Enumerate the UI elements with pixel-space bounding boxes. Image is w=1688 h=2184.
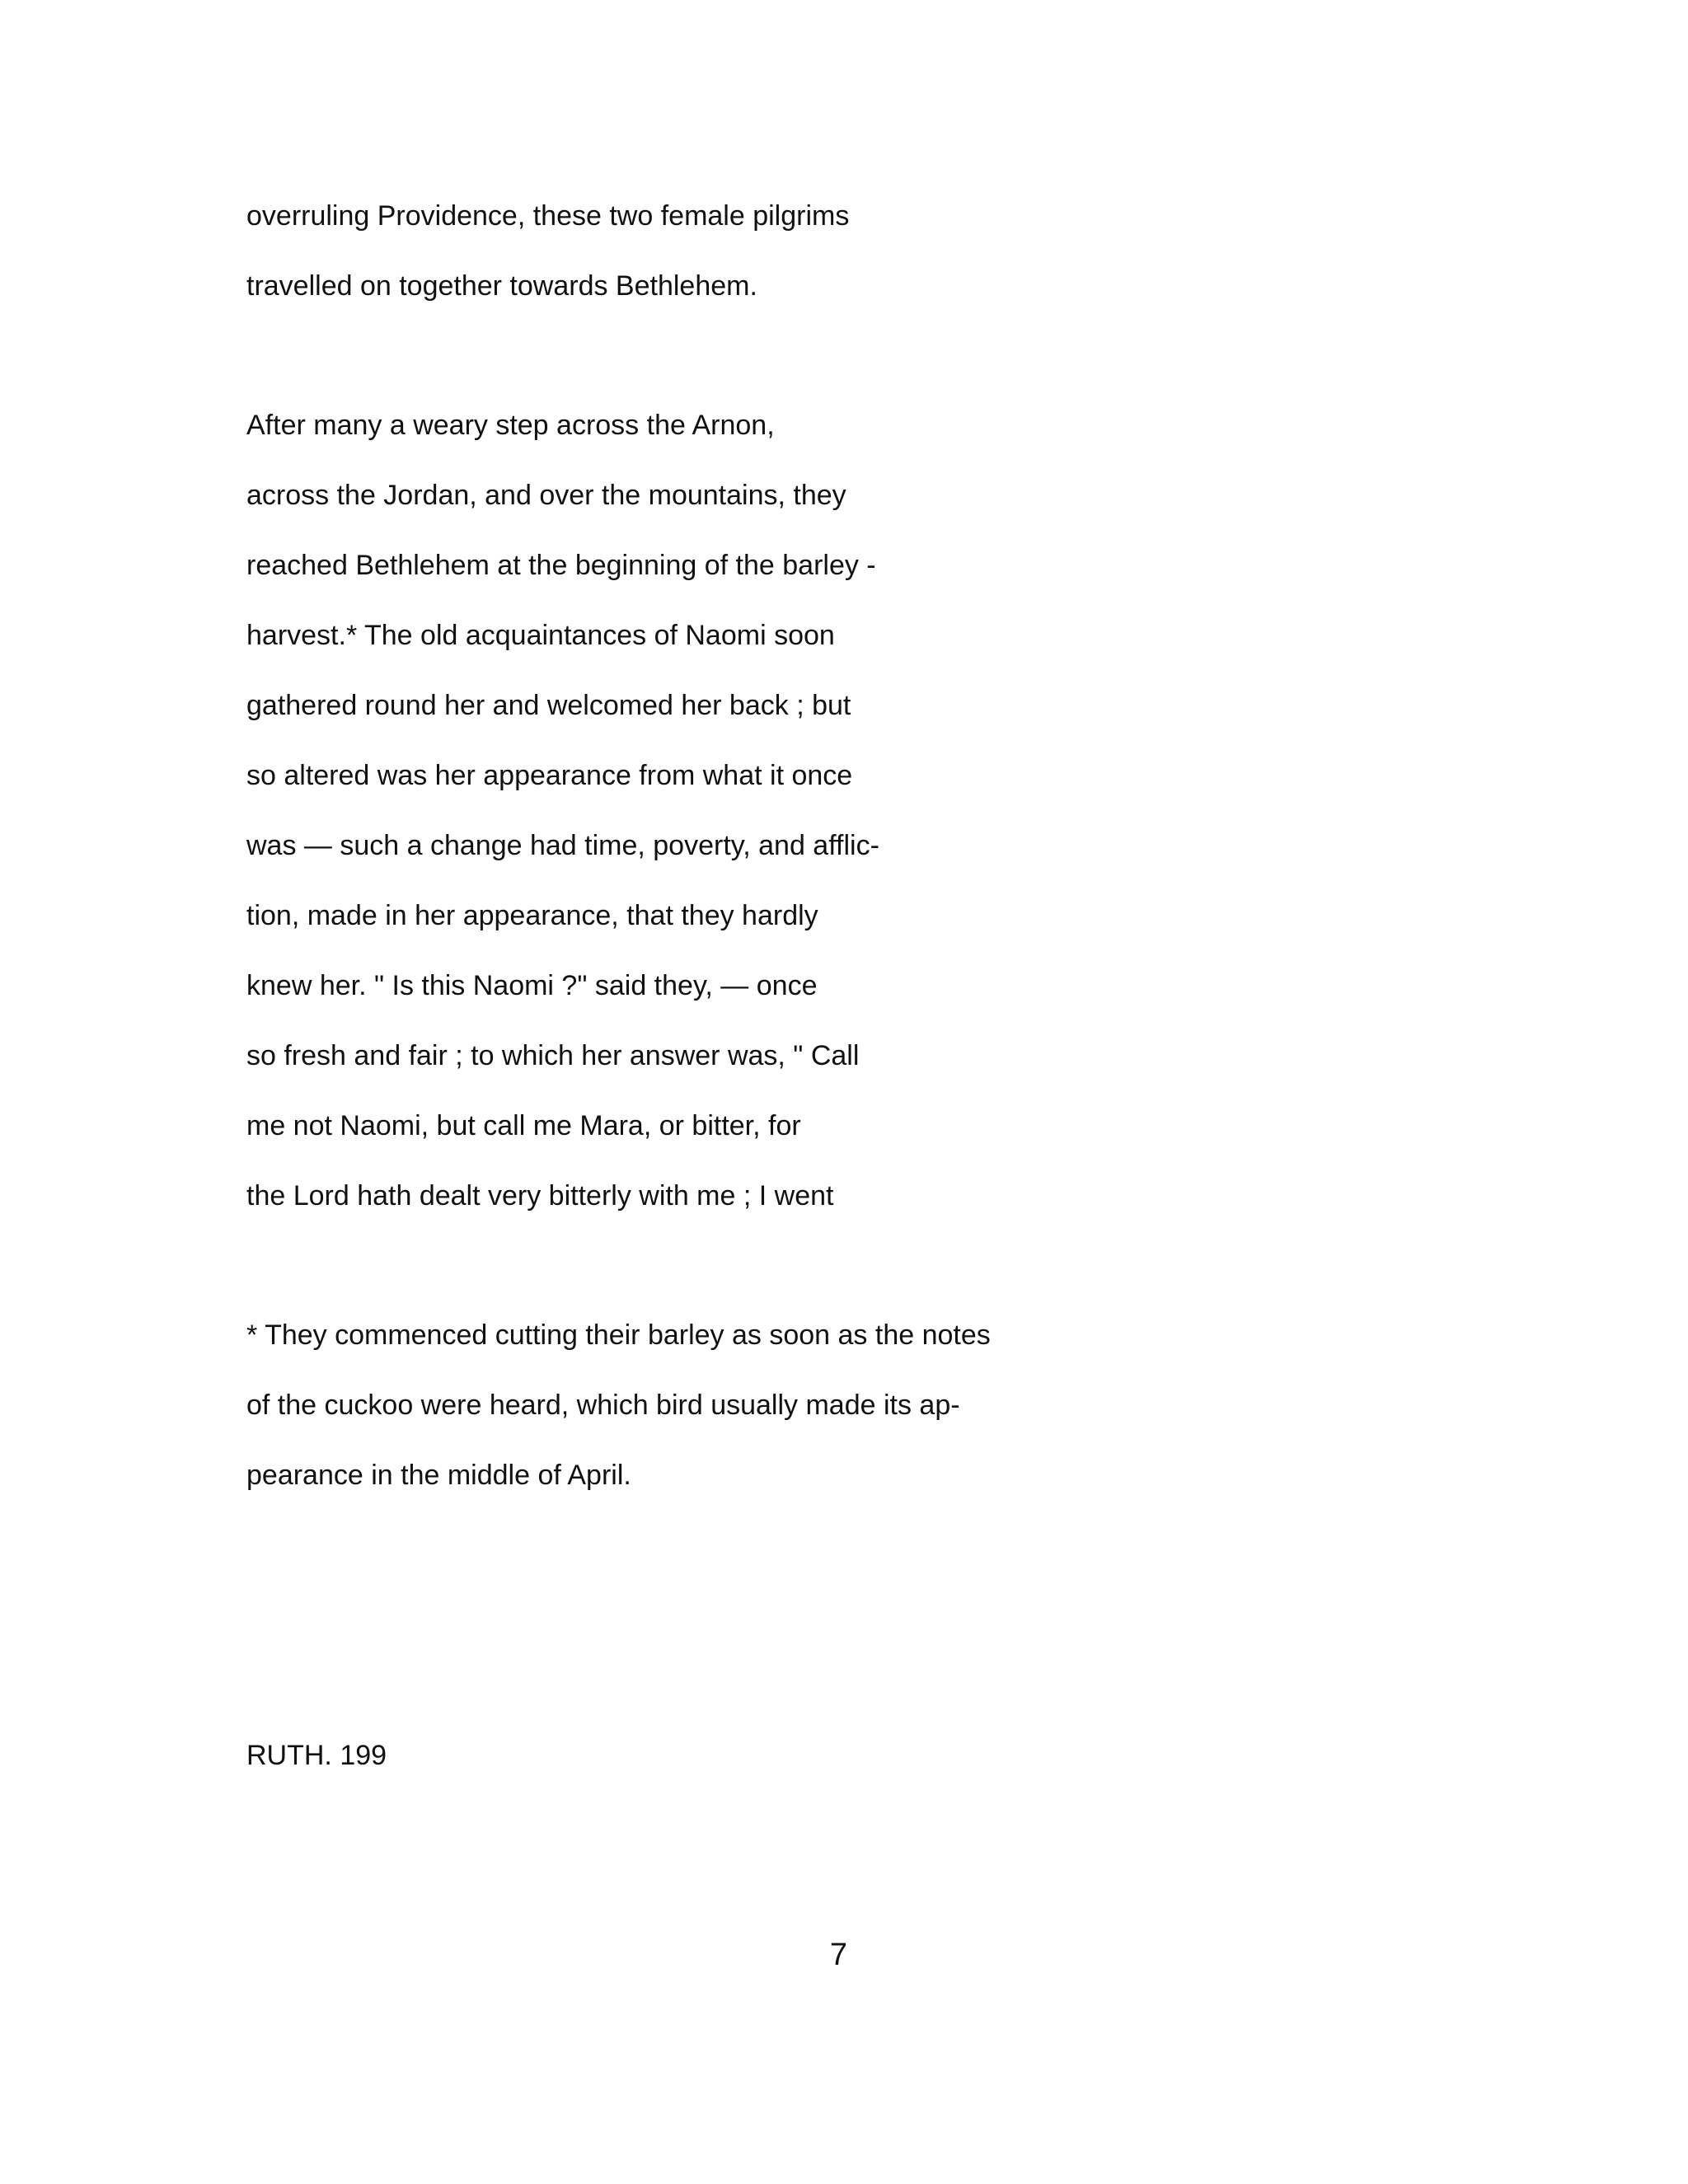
paragraph-2-line-7: was — such a change had time, poverty, and afflic-: [246, 830, 879, 861]
footnote-line-3: pearance in the middle of April.: [246, 1460, 631, 1491]
paragraph-1-line-1: overruling Providence, these two female pilgrims: [246, 200, 850, 232]
paragraph-2-line-9: knew her. " Is this Naomi ?" said they, — once: [246, 970, 818, 1001]
paragraph-2-line-12: the Lord hath dealt very bitterly with me ; I went: [246, 1180, 834, 1212]
paragraph-2-line-6: so altered was her appearance from what it once: [246, 760, 853, 791]
paragraph-1-line-2: travelled on together towards Bethlehem.: [246, 270, 757, 302]
footnote-line-2: of the cuckoo were heard, which bird usually made its ap-: [246, 1390, 960, 1421]
paragraph-2-line-8: tion, made in her appearance, that they hardly: [246, 900, 818, 931]
paragraph-2-line-5: gathered round her and welcomed her back ; but: [246, 690, 851, 721]
paragraph-2-line-10: so fresh and fair ; to which her answer was, " Call: [246, 1040, 860, 1071]
footnote-line-1: * They commenced cutting their barley as soon as the notes: [246, 1319, 991, 1351]
paragraph-2-line-3: reached Bethlehem at the beginning of the barley -: [246, 550, 876, 581]
running-header: RUTH. 199: [246, 1740, 387, 1771]
paragraph-2-line-2: across the Jordan, and over the mountains, they: [246, 480, 846, 511]
paragraph-2-line-11: me not Naomi, but call me Mara, or bitter, for: [246, 1110, 801, 1141]
paragraph-2-line-4: harvest.* The old acquaintances of Naomi soon: [246, 620, 835, 651]
paragraph-2-line-1: After many a weary step across the Arnon,: [246, 410, 775, 441]
page-number: 7: [829, 1938, 848, 1972]
